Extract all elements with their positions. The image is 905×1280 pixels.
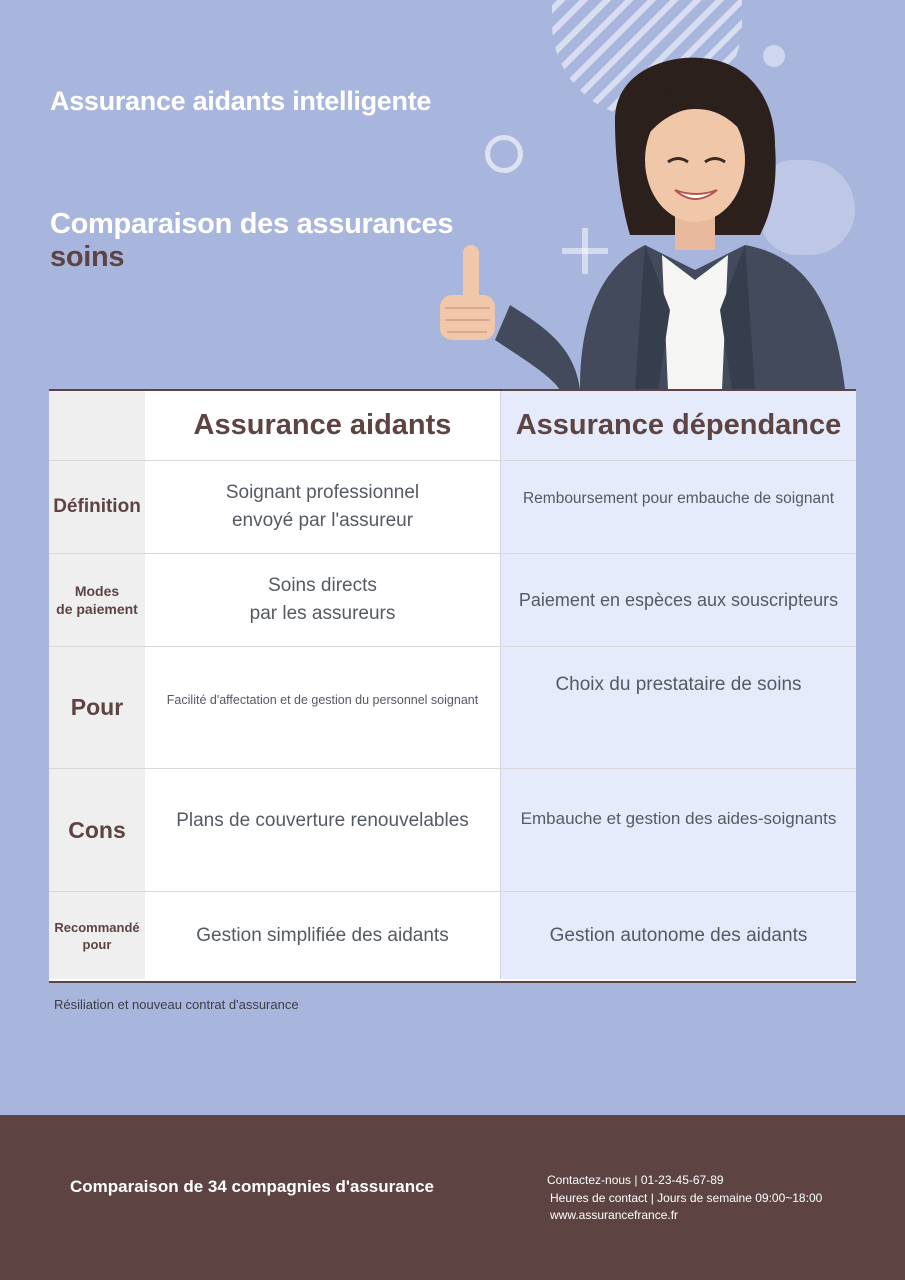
contact-block bbox=[547, 1172, 822, 1225]
column-header-aidants: Assurance aidants bbox=[145, 391, 500, 461]
footnote: Résiliation et nouveau contrat d'assurance bbox=[54, 997, 299, 1012]
cell-definition-aidants: Soignant professionnel envoyé par l'assureur bbox=[145, 461, 500, 554]
contact-hours: Heures de contact | Jours de semaine 09:00~18:00 bbox=[550, 1190, 823, 1205]
subtitle-line-2: soins bbox=[50, 241, 125, 273]
subtitle-line-1: Comparaison des assurances bbox=[50, 208, 454, 240]
cell-payment-dependance: Paiement en espèces aux souscripteurs bbox=[500, 554, 856, 647]
cell-cons-aidants: Plans de couverture renouvelables bbox=[145, 769, 500, 892]
cell-pour-dependance: Choix du prestataire de soins bbox=[500, 647, 856, 769]
page-title: Assurance aidants intelligente bbox=[50, 86, 432, 116]
contact-phone: Contactez-nous | 01-23-45-67-89 bbox=[547, 1173, 724, 1187]
cell-cons-dependance: Embauche et gestion des aides-soignants bbox=[500, 769, 856, 892]
table-corner-cell bbox=[49, 391, 145, 461]
footer-title: Comparaison de 34 compagnies d'assurance bbox=[70, 1177, 435, 1196]
row-label-pour: Pour bbox=[49, 647, 145, 769]
page-subtitle bbox=[50, 208, 453, 274]
person-thumbs-up-illustration bbox=[430, 50, 860, 390]
cell-recommended-dependance: Gestion autonome des aidants bbox=[500, 892, 856, 979]
cell-recommended-aidants: Gestion simplifiée des aidants bbox=[145, 892, 500, 979]
row-label-recommended: Recommandé pour bbox=[49, 892, 145, 979]
footer bbox=[0, 1115, 905, 1280]
row-label-payment: Modes de paiement bbox=[49, 554, 145, 647]
cell-payment-aidants: Soins directs par les assureurs bbox=[145, 554, 500, 647]
cell-pour-aidants: Facilité d'affectation et de gestion du personnel soignant bbox=[145, 647, 500, 769]
column-header-dependance: Assurance dépendance bbox=[500, 391, 856, 461]
cell-definition-dependance: Remboursement pour embauche de soignant bbox=[500, 461, 856, 554]
row-label-definition: Définition bbox=[49, 461, 145, 554]
comparison-table bbox=[49, 389, 856, 983]
contact-website: www.assurancefrance.fr bbox=[550, 1208, 679, 1222]
row-label-cons: Cons bbox=[49, 769, 145, 892]
